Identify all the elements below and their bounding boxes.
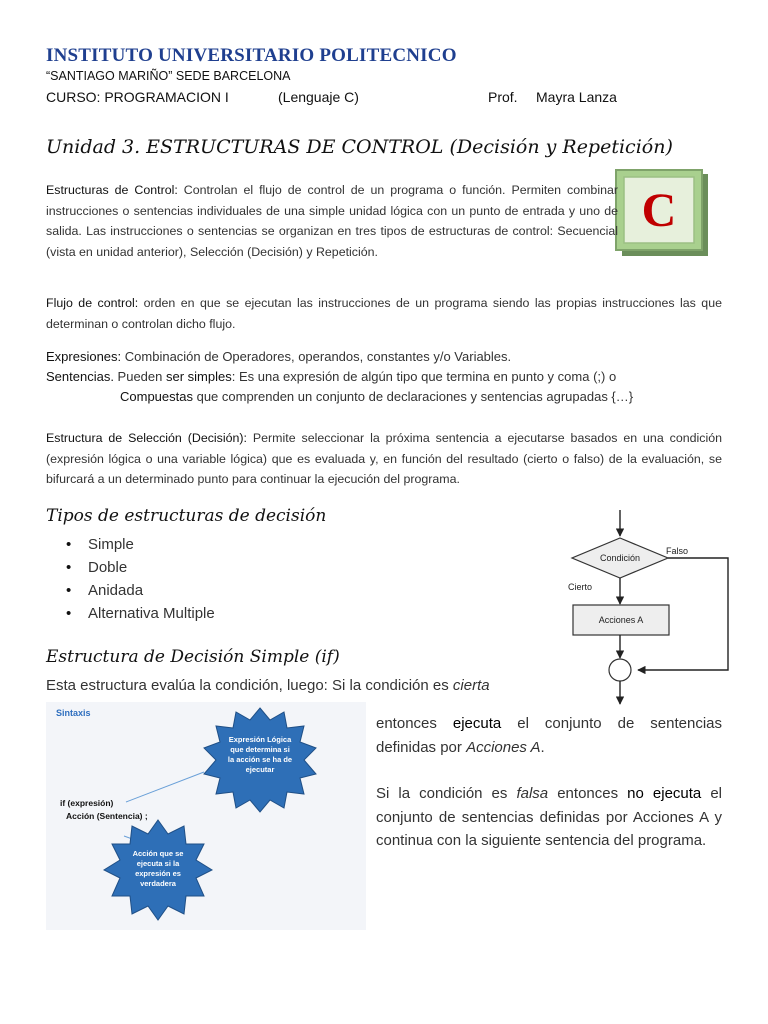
paragraph-expresiones (46, 347, 722, 368)
syntax-code-action: Acción (Sentencia) ; (66, 811, 148, 821)
r2-falsa: falsa (516, 785, 549, 802)
paragraph-flujo (46, 293, 722, 334)
paragraph-seleccion (46, 428, 722, 490)
star1-line: Expresión Lógica (228, 735, 292, 744)
term-flujo: Flujo de control: (46, 296, 139, 310)
decision-flowchart (560, 508, 740, 708)
logo-letter: C (641, 184, 677, 237)
list-item: • Simple (66, 533, 215, 556)
course-language: (Lenguaje C) (278, 89, 359, 105)
r2-mid: entonces (548, 785, 628, 802)
list-item: • Doble (66, 556, 215, 579)
term-expresiones: Expresiones: (46, 349, 122, 364)
flow-join-circle (609, 659, 631, 681)
institute-title: INSTITUTO UNIVERSITARIO POLITECNICO (46, 45, 457, 66)
star2-line: expresión es (135, 869, 181, 878)
prof-label: Prof. (488, 89, 518, 105)
paragraph-estructuras (46, 180, 618, 262)
star1-line: que determina si (230, 745, 290, 754)
term-estructuras: Estructuras de Control: (46, 183, 178, 197)
tipos-list (66, 533, 215, 625)
term-compuestas: Compuestas (120, 389, 193, 404)
list-item: • Alternativa Multiple (66, 602, 215, 625)
star1-line: la acción se ha de (227, 755, 293, 764)
flow-false-label: Falso (666, 546, 689, 556)
term-seleccion: Estructura de Selección (Decisión): (46, 431, 247, 445)
tipos-heading: Tipos de estructuras de decisión (46, 506, 327, 526)
r2-no-ejecuta: no ejecuta (627, 785, 702, 802)
paragraph-compuestas (120, 387, 720, 408)
syntax-illustration (46, 702, 366, 930)
r1-end: . (540, 738, 545, 756)
text-sentencias-pre: Pueden (113, 369, 166, 384)
syntax-label: Sintaxis (56, 708, 91, 718)
star2-line: Acción que se (132, 849, 184, 858)
text-expresiones: Combinación de Operadores, operandos, constantes y/o Variables. (121, 349, 512, 364)
star2-line: ejecuta si la (136, 859, 180, 868)
syntax-code-if: if (expresión) (60, 798, 114, 808)
r1-ejecuta: ejecuta (452, 715, 502, 732)
simple-intro-text: Esta estructura evalúa la condición, luego: Si la condición es (46, 677, 453, 694)
simple-intro (46, 677, 490, 694)
prof-name: Mayra Lanza (536, 89, 617, 105)
explanation-true (376, 712, 722, 759)
star2-line: verdadera (140, 879, 176, 888)
unit-title: Unidad 3. ESTRUCTURAS DE CONTROL (Decisión y Repetición) (46, 136, 673, 158)
course-name: CURSO: PROGRAMACION I (46, 89, 229, 105)
term-simples: ser simples (165, 369, 232, 384)
simple-intro-cierta: cierta (452, 677, 490, 694)
star1-line: ejecutar (245, 765, 275, 774)
flow-condition-label: Condición (599, 553, 641, 563)
term-sentencias: Sentencias. (46, 369, 114, 384)
paragraph-sentencias (46, 367, 722, 388)
r1-pre: entonces (376, 715, 453, 732)
sede-line: “SANTIAGO MARIÑO” SEDE BARCELONA (46, 69, 291, 83)
text-estructuras: Controlan el flujo de control de un programa o función. Permiten combinar instrucciones o sentencias individuales de una simple unidad lógica con un punto de entrada y uno de salida. Las instrucciones o sentencias se organizan en tres tipos de estructuras de control: Secuencial (vista en unidad anterior), Selección (Decisión) y Repetición. (46, 183, 618, 259)
text-flujo: orden en que se ejecutan las instrucciones de un programa siendo las propias instrucciones las que determinan o controlan dicho flujo. (46, 296, 722, 331)
flow-true-label: Cierto (568, 582, 593, 592)
list-item: • Anidada (66, 579, 215, 602)
text-compuestas: que comprenden un conjunto de declaraciones y sentencias agrupadas {…} (192, 389, 634, 404)
simple-heading: Estructura de Decisión Simple (if) (46, 647, 340, 667)
flow-action-label: Acciones A (598, 615, 644, 625)
r2-pre: Si la condición es (376, 785, 517, 802)
r1-text: el conjunto de sentencias definidas por (376, 715, 723, 756)
r2-text: el conjunto de sentencias definidas por Acciones A y continua con la siguiente sentencia del programa. (376, 785, 723, 849)
text-seleccion: Permite seleccionar la próxima sentencia a ejecutarse basados en una condición (expresión lógica o una variable lógica) que es evaluada y, en función del resultado (cierto o falso) de la evaluación, se bifurcará a un determinado punto para continuar la ejecución del programa. (46, 431, 722, 486)
text-sentencias: : Es una expresión de algún tipo que termina en punto y coma (;) o (231, 369, 617, 384)
explanation-false (376, 782, 722, 853)
simple-explanation (376, 712, 722, 853)
c-language-logo (614, 168, 710, 258)
r1-acciones: Acciones A (466, 738, 541, 756)
